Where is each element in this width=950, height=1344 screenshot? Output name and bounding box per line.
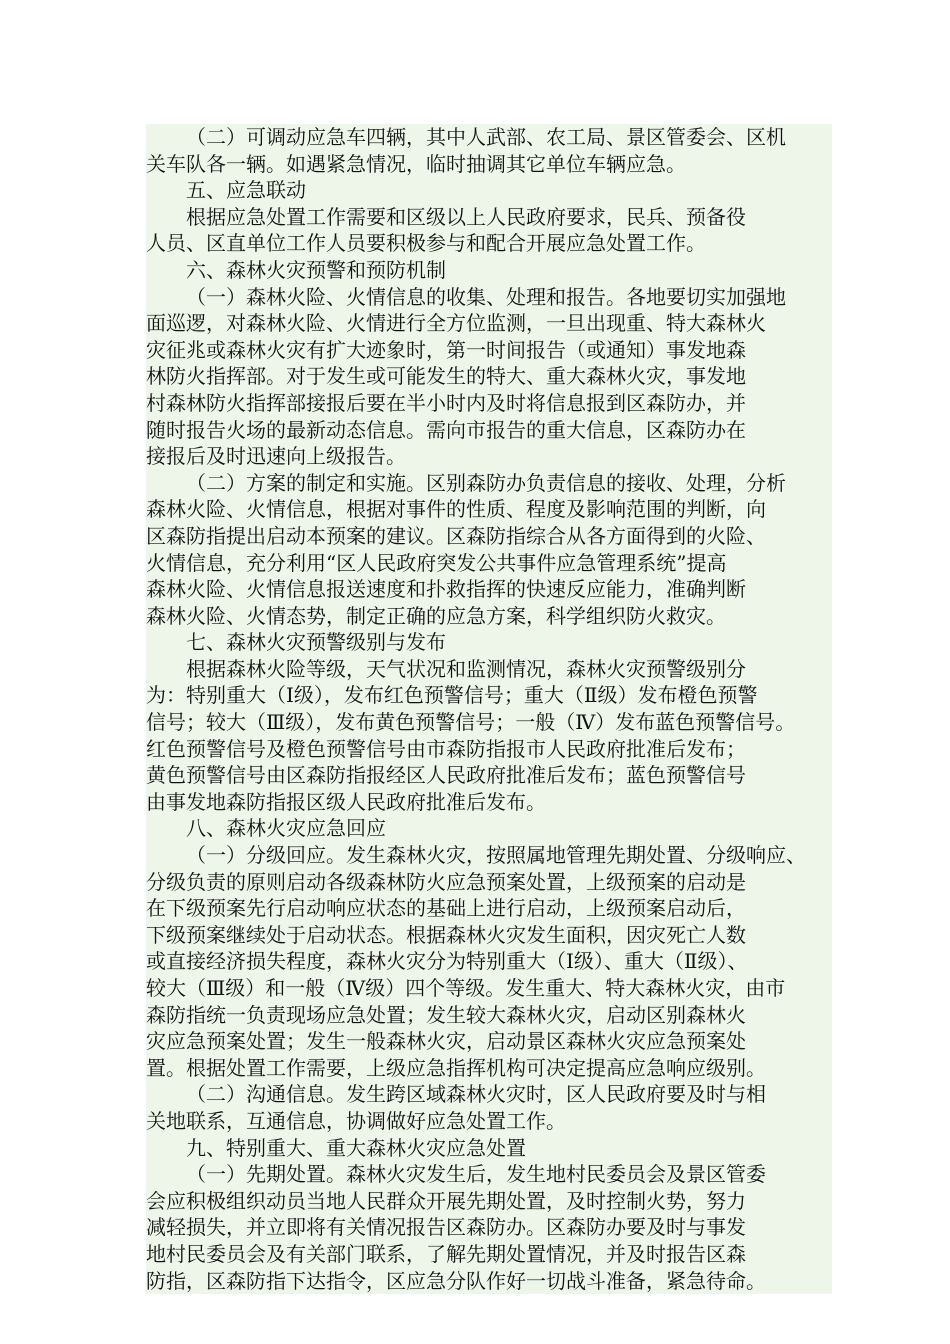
text-line: 火情信息，充分利用“区人民政府突发公共事件应急管理系统”提高	[146, 550, 727, 575]
text-line: 八、森林火灾应急回应	[186, 816, 386, 841]
text-line: 九、特别重大、重大森林火灾应急处置	[186, 1135, 526, 1160]
text-line: 减轻损失，并立即将有关情况报告区森防办。区森防办要及时与事发	[146, 1215, 746, 1240]
text-line: 根据应急处置工作需要和区级以上人民政府要求，民兵、预备役	[186, 204, 746, 229]
document-text-block	[146, 124, 832, 1294]
text-line: （二）可调动应急车四辆，其中人武部、农工局、景区管委会、区机	[186, 125, 786, 149]
text-line: 面巡逻，对森林火险、火情进行全方位监测，一旦出现重、特大森林火	[146, 311, 766, 336]
text-line: 七、森林火灾预警级别与发布	[186, 630, 446, 655]
text-line: 置。根据处置工作需要，上级应急指挥机构可决定提高应急响应级别。	[146, 1055, 766, 1080]
text-line: 森林火险、火情信息报送速度和扑救指挥的快速反应能力，准确判断	[146, 577, 746, 602]
text-line: 信号；较大（Ⅲ级），发布黄色预警信号；一般（Ⅳ）发布蓝色预警信号。	[146, 710, 796, 735]
text-line: 关地联系，互通信息，协调做好应急处置工作。	[146, 1108, 566, 1133]
text-line: 接报后及时迅速向上级报告。	[146, 444, 406, 469]
text-line: 森林火险、火情态势，制定正确的应急方案，科学组织防火救灾。	[146, 603, 726, 628]
text-line: 下级预案继续处于启动状态。根据森林火灾发生面积，因灾死亡人数	[146, 922, 746, 947]
text-line: 分级负责的原则启动各级森林防火应急预案处置，上级预案的启动是	[146, 869, 746, 894]
text-line: （二）沟通信息。发生跨区域森林火灾时，区人民政府要及时与相	[186, 1082, 766, 1107]
text-line: 为：特别重大（Ⅰ级），发布红色预警信号；重大（Ⅱ级）发布橙色预警	[146, 683, 758, 708]
text-line: 人员、区直单位工作人员要积极参与和配合开展应急处置工作。	[146, 231, 706, 256]
text-line: 森防指统一负责现场应急处置；发生较大森林火灾，启动区别森林火	[146, 1002, 746, 1027]
text-line: 红色预警信号及橙色预警信号由市森防指报市人民政府批准后发布；	[146, 736, 746, 761]
text-line: 黄色预警信号由区森防指报经区人民政府批准后发布；蓝色预警信号	[146, 763, 746, 788]
text-line: （一）森林火险、火情信息的收集、处理和报告。各地要切实加强地	[186, 284, 786, 309]
text-line: 或直接经济损失程度，森林火灾分为特别重大（Ⅰ级）、重大（Ⅱ级）、	[146, 949, 748, 974]
text-line: 根据森林火险等级，天气状况和监测情况，森林火灾预警级别分	[186, 656, 746, 681]
text-line: 关车队各一辆。如遇紧急情况，临时抽调其它单位车辆应急。	[146, 151, 686, 176]
text-line: 会应积极组织动员当地人民群众开展先期处置，及时控制火势，努力	[146, 1188, 746, 1213]
text-line: 林防火指挥部。对于发生或可能发生的特大、重大森林火灾，事发地	[146, 364, 746, 389]
text-line: 灾应急预案处置；发生一般森林火灾，启动景区森林火灾应急预案处	[146, 1029, 746, 1054]
text-line: 随时报告火场的最新动态信息。需向市报告的重大信息，区森防办在	[146, 417, 746, 442]
text-line: 防指，区森防指下达指令，区应急分队作好一切战斗准备，紧急待命。	[146, 1268, 766, 1293]
text-line: 区森防指提出启动本预案的建议。区森防指综合从各方面得到的火险、	[146, 523, 766, 548]
text-line: 村森林防火指挥部接报后要在半小时内及时将信息报到区森防办，并	[146, 390, 746, 415]
text-line: 灾征兆或森林火灾有扩大迹象时，第一时间报告（或通知）事发地森	[146, 337, 746, 362]
text-line: 由事发地森防指报区级人民政府批准后发布。	[146, 789, 546, 814]
text-line: （一）先期处置。森林火灾发生后，发生地村民委员会及景区管委	[186, 1162, 766, 1187]
text-line: 五、应急联动	[186, 178, 306, 203]
text-line: 森林火险、火情信息，根据对事件的性质、程度及影响范围的判断，向	[146, 497, 766, 522]
text-line: 较大（Ⅲ级）和一般（Ⅳ级）四个等级。发生重大、特大森林火灾，由市	[146, 976, 786, 1000]
text-line: （二）方案的制定和实施。区别森防办负责信息的接收、处理，分析	[186, 470, 786, 495]
text-line: 六、森林火灾预警和预防机制	[186, 257, 446, 282]
text-line: 地村民委员会及有关部门联系，了解先期处置情况，并及时报告区森	[146, 1241, 746, 1266]
text-line: （一）分级回应。发生森林火灾，按照属地管理先期处置、分级响应、	[186, 843, 806, 868]
text-line: 在下级预案先行启动响应状态的基础上进行启动，上级预案启动后，	[146, 896, 746, 921]
